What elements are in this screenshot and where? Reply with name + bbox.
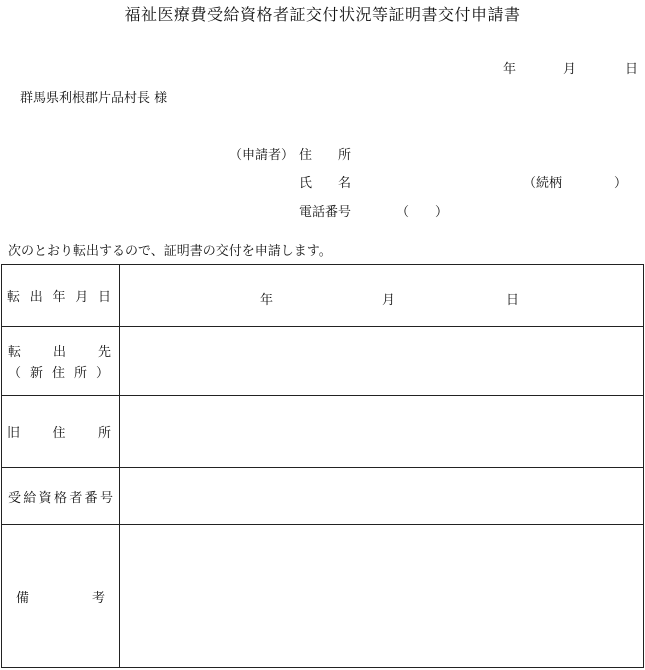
applicant-phone-area: （ ） (396, 205, 449, 220)
label-char: 所 (97, 426, 111, 441)
label-char: 考 (91, 590, 105, 606)
label-char: 号 (99, 490, 113, 506)
label-char: 番 (84, 490, 98, 506)
label-char: 者 (69, 490, 83, 506)
move-date-field[interactable] (120, 265, 644, 327)
recipient-number-field[interactable] (120, 468, 644, 525)
move-date-month: 月 (382, 293, 396, 308)
old-address-row (2, 396, 644, 468)
application-form-table (1, 264, 644, 668)
new-address-label (2, 341, 119, 360)
label-char: 所 (73, 366, 87, 381)
label-char: 新 (29, 366, 43, 381)
label-char: 受 (8, 490, 22, 506)
move-date-day: 日 (506, 293, 520, 308)
label-char: ） (95, 366, 109, 381)
applicant-relation-label: （続柄 ） (523, 176, 628, 191)
label-char: 備 (16, 590, 30, 606)
old-address-field[interactable] (120, 396, 644, 468)
recipient-number-label-cell (2, 468, 120, 525)
label-char: 旧 (7, 426, 21, 441)
document-title: 福祉医療費受給資格者証交付状況等証明書交付申請書 (124, 5, 521, 24)
label-char: 転 (7, 290, 21, 305)
label-char: 先 (97, 345, 111, 360)
move-date-row (2, 265, 644, 327)
new-address-sublabel (2, 362, 119, 381)
applicant-name-label: 氏 名 (299, 176, 352, 191)
remarks-row (2, 525, 644, 668)
applicant-phone-label: 電話番号 (299, 205, 352, 220)
label-char: 住 (52, 426, 66, 441)
label-char: 月 (75, 290, 89, 305)
addressee: 群馬県利根郡片品村長 様 (20, 91, 168, 106)
remarks-label-cell (2, 525, 120, 668)
move-date-label (2, 286, 119, 305)
new-address-label-cell (2, 327, 120, 396)
move-date-label-cell (2, 265, 120, 327)
date-month-label: 月 (563, 62, 577, 77)
applicant-address-label: 住 所 (299, 148, 352, 163)
recipient-number-label (2, 487, 119, 506)
label-char: 資 (38, 490, 52, 506)
date-year-label: 年 (503, 62, 517, 77)
applicant-label: （申請者） (229, 148, 295, 163)
label-char: （ (8, 366, 22, 381)
old-address-label (2, 422, 119, 441)
old-address-label-cell (2, 396, 120, 468)
label-char: 出 (29, 290, 43, 305)
remarks-field[interactable] (120, 525, 644, 668)
date-day-label: 日 (625, 62, 639, 77)
recipient-number-row (2, 468, 644, 525)
label-char: 転 (8, 345, 22, 360)
label-char: 出 (52, 345, 66, 360)
move-date-year: 年 (260, 293, 274, 308)
new-address-row (2, 327, 644, 396)
remarks-label (2, 587, 119, 606)
label-char: 日 (97, 290, 111, 305)
label-char: 住 (51, 366, 65, 381)
label-char: 格 (53, 490, 67, 506)
new-address-field[interactable] (120, 327, 644, 396)
label-char: 年 (52, 290, 66, 305)
application-statement: 次のとおり転出するので、証明書の交付を申請します。 (8, 244, 332, 259)
label-char: 給 (23, 490, 37, 506)
